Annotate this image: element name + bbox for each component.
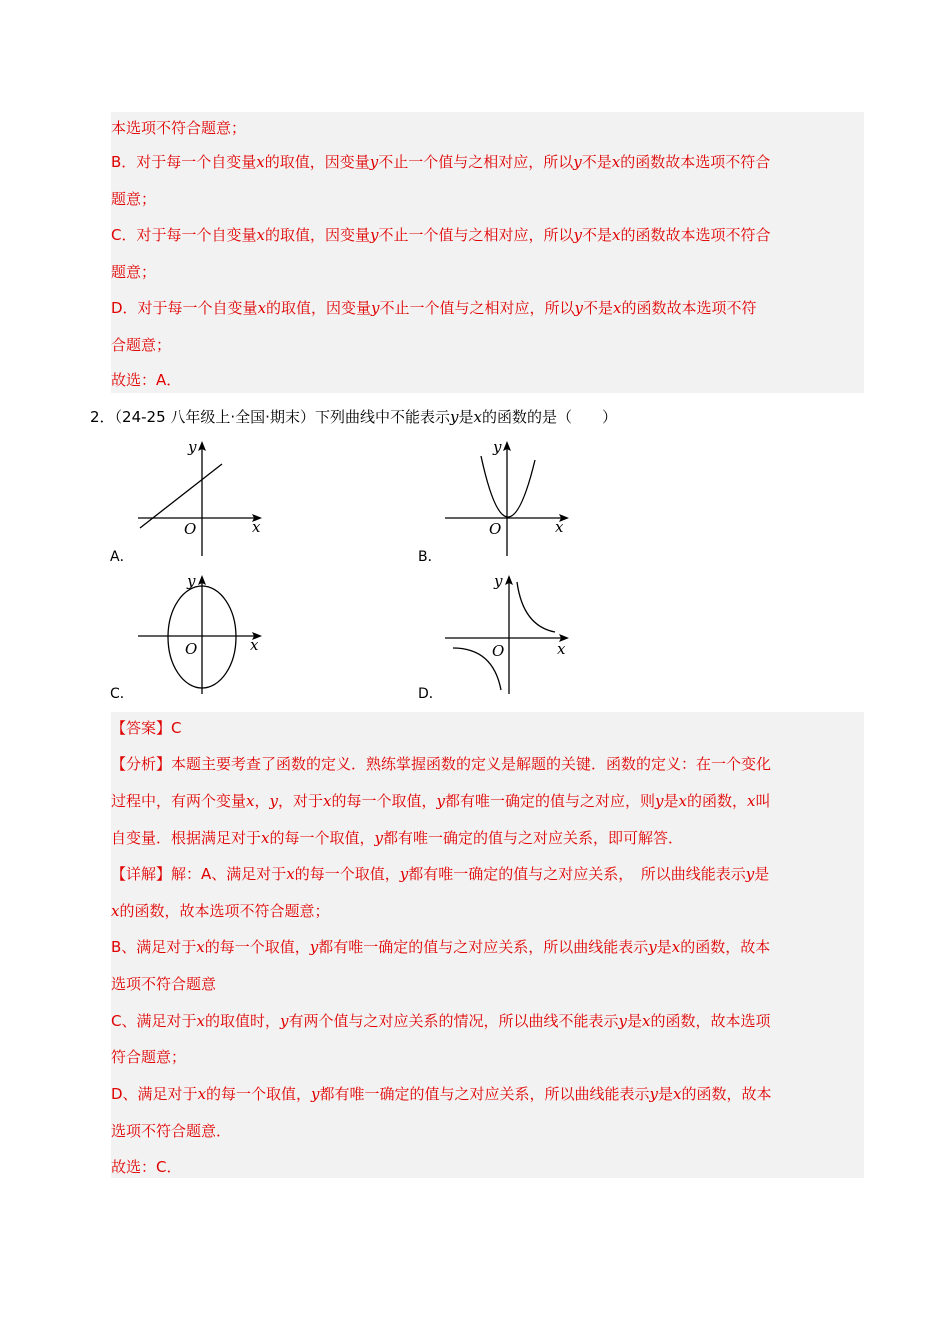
- question-source: （24-25 八年级上·全国·期末）: [114, 408, 315, 426]
- solution-line: B．对于每一个自变量x的取值，因变量y不止一个值与之相对应，所以y不是x的函数故本选项不符合: [111, 153, 771, 171]
- detail-line: 符合题意；: [111, 1048, 187, 1066]
- origin-label: O: [184, 520, 197, 538]
- detail-line: 故选：C．: [111, 1158, 182, 1176]
- solution-line: C．对于每一个自变量x的取值，因变量y不止一个值与之相对应，所以y不是x的函数故本选项不符合: [111, 226, 771, 244]
- x-label: x: [555, 518, 564, 536]
- answer-line: [111, 710, 864, 747]
- solution-line: D．对于每一个自变量x的取值，因变量y不止一个值与之相对应，所以y不是x的函数故本选项不符: [111, 299, 757, 317]
- graph-c-ellipse: [130, 572, 270, 696]
- option-a-label: A．: [110, 549, 134, 565]
- option-c-label: C．: [110, 686, 134, 702]
- option-d-label: D．: [418, 686, 443, 702]
- analysis-tag: 【分析】: [111, 755, 172, 773]
- answer-tag: 【答案】: [111, 719, 172, 737]
- question-number: 2．: [90, 408, 115, 426]
- detail-line: 【详解】解：A、满足对于x的每一个取值，y都有唯一确定的值与之对应关系， 所以曲线能表示y是: [111, 865, 770, 883]
- origin-label: O: [489, 520, 502, 538]
- graph-b-parabola: [437, 438, 577, 558]
- option-b-label: B．: [418, 549, 442, 565]
- detail-line: 选项不符合题意: [111, 975, 217, 993]
- detail-line: 选项不符合题意．: [111, 1122, 232, 1140]
- analysis-line: 自变量．根据满足对于x的每一个取值，y都有唯一确定的值与之对应关系，即可解答．: [111, 829, 683, 847]
- solution-line: 合题意；: [111, 336, 172, 354]
- graph-a-line: [130, 438, 270, 558]
- answer-value: C: [171, 719, 182, 737]
- y-label: y: [493, 438, 502, 456]
- x-label: x: [250, 636, 259, 654]
- detail-line: B、满足对于x的每一个取值，y都有唯一确定的值与之对应关系，所以曲线能表示y是x的函数，故本: [111, 938, 771, 956]
- detail-line: D、满足对于x的每一个取值，y都有唯一确定的值与之对应关系，所以曲线能表示y是x的函数，故本: [111, 1085, 772, 1103]
- curve-hyperbola-right: [517, 582, 555, 632]
- solution-line: 题意；: [111, 263, 157, 281]
- origin-label: O: [492, 642, 505, 660]
- y-label: y: [494, 572, 503, 590]
- x-label: x: [252, 518, 261, 536]
- detail-tag: 【详解】: [111, 865, 172, 883]
- solution-line: 故选：A．: [111, 371, 182, 389]
- graph-d-hyperbola: [437, 572, 577, 696]
- analysis-line: 过程中，有两个变量x，y，对于x的每一个取值，y都有唯一确定的值与之对应，则y是x的函数，x叫: [111, 792, 771, 810]
- detail-line: x的函数，故本选项不符合题意；: [111, 902, 330, 920]
- question-2: 2．（24-25 八年级上·全国·期末）下列曲线中不能表示y是x的函数的是（ ）: [90, 408, 617, 426]
- analysis-line: 【分析】本题主要考查了函数的定义．熟练掌握函数的定义是解题的关键．函数的定义：在一个变化: [111, 755, 772, 773]
- y-label: y: [188, 438, 197, 456]
- origin-label: O: [185, 640, 198, 658]
- solution-line: 本选项不符合题意；: [111, 119, 247, 137]
- detail-line: C、满足对于x的取值时，y有两个值与之对应关系的情况，所以曲线不能表示y是x的函数，故本选项: [111, 1012, 771, 1030]
- x-label: x: [557, 640, 566, 658]
- y-label: y: [187, 572, 196, 590]
- solution-line: 题意；: [111, 190, 157, 208]
- curve-parabola: [481, 456, 535, 517]
